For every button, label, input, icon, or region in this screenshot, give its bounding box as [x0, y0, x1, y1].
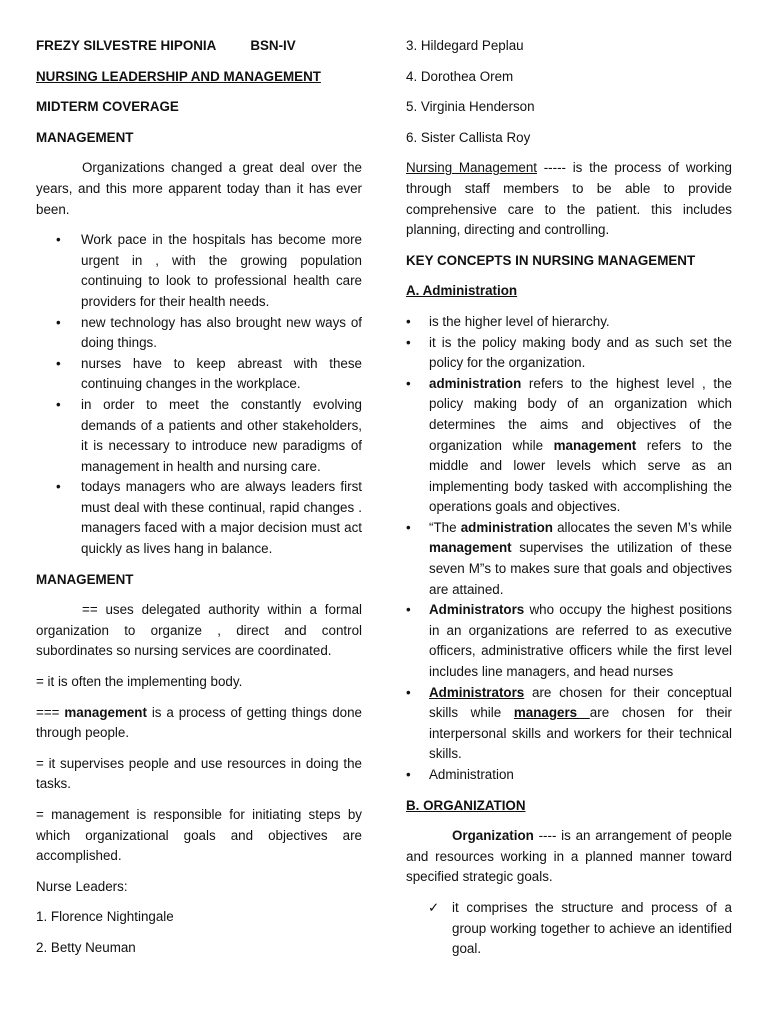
author-line — [36, 36, 362, 57]
administration-term: administration — [460, 519, 553, 535]
bullet-icon: • — [56, 232, 61, 248]
bullet-icon: • — [406, 767, 411, 782]
list-item-text: new technology has also brought new ways of doing things. — [81, 314, 362, 351]
list-item-text: Work pace in the hospitals has become more urgent in , with the growing population continuing to look to professional health care providers for their health needs. — [81, 232, 362, 309]
list-item-text: refers to the middle and lower levels which serve as an implementing body tasked with accomplishing the operations goals and objectives. — [429, 437, 732, 515]
nurse-leaders-heading: Nurse Leaders: — [36, 878, 128, 894]
intro-paragraph: Organizations changed a great deal over the years, and this more apparent today than it has ever been. — [36, 160, 362, 217]
bullet-icon: • — [56, 479, 61, 495]
list-item — [406, 898, 732, 960]
bullet-icon: • — [56, 355, 61, 371]
bullet-icon: • — [406, 375, 411, 391]
list-item-text: in order to meet the constantly evolving demands of a patients and other stakeholders, it is necessary to introduce new paradigms of management in health and nursing care. — [81, 396, 362, 474]
list-item: 2. Betty Neuman — [36, 939, 136, 955]
organization-definition — [406, 826, 732, 888]
organization-heading: B. ORGANIZATION — [406, 797, 526, 813]
list-item: 6. Sister Callista Roy — [406, 129, 531, 145]
administrators-term: Administrators — [429, 684, 525, 700]
bullet-icon: • — [406, 334, 411, 350]
list-item: 4. Dorothea Orem — [406, 68, 514, 84]
administration-bullet-list — [406, 312, 732, 786]
list-item — [406, 600, 732, 682]
intro-bullet-list — [36, 230, 362, 560]
bullet-icon: • — [406, 684, 411, 700]
key-concepts-heading: KEY CONCEPTS IN NURSING MANAGEMENT — [406, 252, 696, 268]
bullet-icon: • — [406, 313, 411, 329]
bullet-icon: • — [406, 519, 411, 535]
course-title: NURSING LEADERSHIP AND MANAGEMENT — [36, 68, 321, 84]
list-item — [406, 765, 732, 786]
nursing-management-definition — [406, 158, 732, 240]
list-item-text: supervises the utilization of these seven M”s to makes sure that goals and objectives are attained. — [429, 540, 732, 597]
list-item — [406, 312, 732, 333]
list-item — [36, 395, 362, 477]
list-item-text: nurses have to keep abreast with these continuing changes in the workplace. — [81, 355, 362, 392]
list-item-text: it is the policy making body and as such set the policy for the organization. — [429, 334, 732, 371]
definition-line: = it supervises people and use resources in doing the tasks. — [36, 755, 362, 792]
management-term: management — [429, 540, 512, 556]
section-label: BSN-IV — [250, 38, 296, 53]
list-item — [36, 313, 362, 354]
list-item-text: it comprises the structure and process of a group working together to achieve an identified goal. — [452, 899, 732, 957]
list-item-text: who occupy the highest positions in an organizations are referred to as executive officers, administrative officers while the first level includes line managers, and head nurses — [429, 602, 732, 680]
list-item — [36, 477, 362, 559]
definition-text: is a process of getting things done through people. — [36, 704, 362, 741]
managers-term: managers — [513, 705, 590, 721]
management-heading-2: MANAGEMENT — [36, 571, 134, 587]
definition-line: = it is often the implementing body. — [36, 674, 243, 690]
management-term: management — [553, 437, 637, 453]
administrators-term: Administrators — [429, 602, 525, 618]
checkmark-icon: ✓ — [428, 899, 440, 915]
list-item: 1. Florence Nightingale — [36, 909, 174, 925]
definition-line: = management is responsible for initiating steps by which organizational goals and objectives are accomplished. — [36, 807, 362, 864]
organization-check-list — [406, 898, 732, 960]
list-item — [406, 374, 732, 518]
definition-line — [36, 703, 362, 744]
list-item-text: refers to the highest level , the policy making body of an organization which determines the aims and objectives of the organization while — [429, 375, 732, 453]
list-item-text: “The — [429, 519, 461, 535]
bullet-icon: • — [406, 602, 411, 618]
right-column — [406, 36, 732, 960]
nursing-management-term: Nursing Management — [406, 160, 538, 176]
list-item — [406, 333, 732, 374]
coverage-title: MIDTERM COVERAGE — [36, 99, 179, 115]
organization-term: Organization — [452, 828, 534, 844]
list-item-text: are chosen for their interpersonal skills and workers for their technical skills. — [429, 705, 732, 762]
author-name: FREZY SILVESTRE HIPONIA — [36, 38, 217, 53]
administration-term: administration — [429, 375, 522, 391]
definition-prefix: === — [36, 704, 65, 720]
management-term: management — [64, 704, 147, 720]
list-item — [406, 683, 732, 765]
list-item-text: allocates the seven M’s while — [552, 519, 732, 535]
definition-text: ----- is the process of working through staff members to be able to provide comprehensive care to the patient. this includes planning, directing and controlling. — [406, 160, 732, 238]
bullet-icon: • — [56, 396, 61, 412]
definition-text: ---- is an arrangement of people and resources working in a planned manner toward specified strategic goals. — [406, 828, 732, 885]
list-item-text: todays managers who are always leaders first must deal with these continual, rapid changes . managers faced with a major decision must act quickly as lives hang in balance. — [81, 479, 362, 557]
administration-heading: A. Administration — [406, 283, 518, 299]
list-item — [36, 230, 362, 312]
bullet-icon: • — [56, 314, 61, 330]
list-item: 3. Hildegard Peplau — [406, 38, 524, 53]
list-item-text: is the higher level of hierarchy. — [429, 313, 610, 329]
definition-paragraph: == uses delegated authority within a formal organization to organize , direct and control subordinates so nursing services are coordinated. — [36, 602, 362, 659]
list-item-text: are chosen for their conceptual skills while — [429, 684, 732, 721]
left-column — [36, 36, 362, 969]
list-item-text: Administration — [429, 767, 514, 782]
list-item: 5. Virginia Henderson — [406, 99, 535, 115]
list-item — [406, 518, 732, 600]
management-heading: MANAGEMENT — [36, 129, 134, 145]
list-item — [36, 354, 362, 395]
